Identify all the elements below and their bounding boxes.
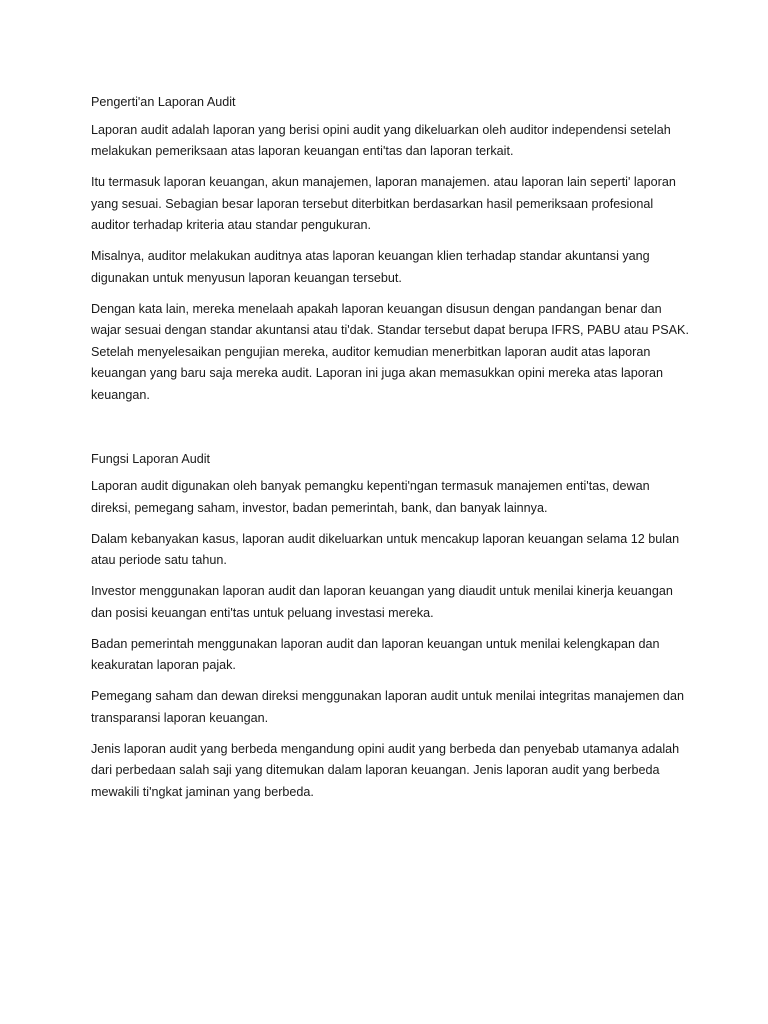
document-body xyxy=(91,92,691,813)
paragraph: Laporan audit digunakan oleh banyak pemangku kepenti'ngan termasuk manajemen enti'tas, dewan direksi, pemegang saham, investor, badan pemerintah, bank, dan banyak lainnya. xyxy=(91,479,650,515)
section-spacer xyxy=(91,416,691,449)
paragraph: Laporan audit adalah laporan yang berisi opini audit yang dikeluarkan oleh auditor independensi setelah melakukan pemeriksaan atas laporan keuangan enti'tas dan laporan terkait. xyxy=(91,122,671,158)
paragraph: Dalam kebanyakan kasus, laporan audit dikeluarkan untuk mencakup laporan keuangan selama 12 bulan atau periode satu tahun. xyxy=(91,531,680,567)
paragraph: Badan pemerintah menggunakan laporan audit dan laporan keuangan untuk menilai kelengkapan dan keakuratan laporan pajak. xyxy=(91,636,660,672)
paragraph: Itu termasuk laporan keuangan, akun manajemen, laporan manajemen. atau laporan lain seperti' laporan yang sesuai. Sebagian besar laporan tersebut diterbitkan berdasarkan hasil pemeriksaan profesional auditor terhadap kriteria atau standar pengukuran. xyxy=(91,175,676,232)
paragraph: Pemegang saham dan dewan direksi menggunakan laporan audit untuk menilai integritas manajemen dan transparansi laporan keuangan. xyxy=(91,689,684,725)
section-heading-fungsi: Fungsi Laporan Audit xyxy=(91,451,211,466)
paragraph: Dengan kata lain, mereka menelaah apakah laporan keuangan disusun dengan pandangan benar dan wajar sesuai dengan standar akuntansi atau ti'dak. Standar tersebut dapat berupa IFRS, PABU atau PSAK. Setelah menyelesaikan pengujian mereka, auditor kemudian menerbitkan laporan audit atas laporan keuangan yang baru saja mereka audit. Laporan ini juga akan memasukkan opini mereka atas laporan keuangan. xyxy=(91,301,689,402)
paragraph: Misalnya, auditor melakukan auditnya atas laporan keuangan klien terhadap standar akuntansi yang digunakan untuk menyusun laporan keuangan tersebut. xyxy=(91,249,650,285)
paragraph: Investor menggunakan laporan audit dan laporan keuangan yang diaudit untuk menilai kinerja keuangan dan posisi keuangan enti'tas untuk peluang investasi mereka. xyxy=(91,584,673,620)
paragraph: Jenis laporan audit yang berbeda mengandung opini audit yang berbeda dan penyebab utamanya adalah dari perbedaan salah saji yang ditemukan dalam laporan keuangan. Jenis laporan audit yang berbeda mewakili ti'ngkat jaminan yang berbeda. xyxy=(91,741,680,799)
section-heading-pengertian: Pengerti'an Laporan Audit xyxy=(91,95,236,109)
